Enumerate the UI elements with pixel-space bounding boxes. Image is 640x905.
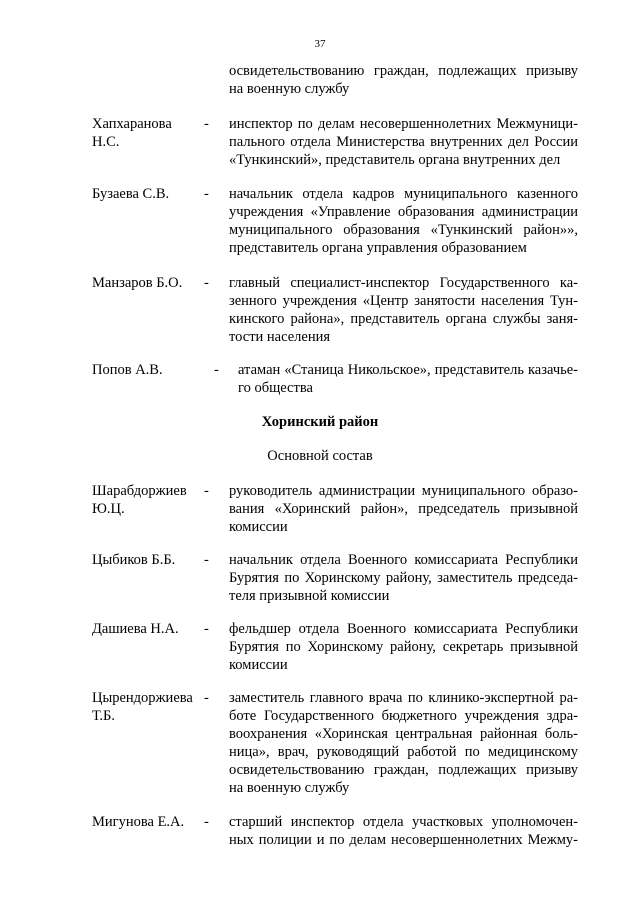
page-number: 37	[314, 38, 326, 50]
member-role: кинского района», представитель органа службы заня-	[229, 311, 578, 327]
dash-separator: -	[204, 483, 209, 499]
member-role: фельдшер отдела Военного комиссариата Республики	[229, 621, 578, 637]
member-role: зенного учреждения «Центр занятости населения Тун-	[229, 293, 578, 309]
member-name: Дашиева Н.А.	[92, 621, 179, 637]
member-name: Н.С.	[92, 134, 120, 150]
member-name: Манзаров Б.О.	[92, 275, 183, 291]
member-role: комиссии	[229, 657, 288, 673]
member-name: Т.Б.	[92, 708, 115, 724]
member-role: вания «Хоринский район», председатель призывной	[229, 501, 578, 517]
member-name: Шарабдоржиев	[92, 483, 187, 499]
member-role: Бурятия по Хоринскому району, секретарь призывной	[229, 639, 578, 655]
member-role: главный специалист-инспектор Государственного ка-	[229, 275, 578, 291]
intro-line: освидетельствованию граждан, подлежащих призыву	[229, 63, 578, 79]
dash-separator: -	[204, 814, 209, 830]
member-role: ных полиции и по делам несовершеннолетних Межму-	[229, 832, 578, 848]
member-role: атаман «Станица Никольское», представитель казачье-	[238, 362, 578, 378]
member-role: освидетельствованию граждан, подлежащих призыву	[229, 762, 578, 778]
member-role: учреждения «Управление образования администрации	[229, 204, 578, 220]
member-role: «Тункинский», представитель органа внутренних дел	[229, 152, 561, 168]
member-role: боте Государственного бюджетного учреждения здра-	[229, 708, 578, 724]
member-role: муниципального образования «Тункинский район»»,	[229, 222, 578, 238]
dash-separator: -	[204, 275, 209, 291]
member-role: руководитель администрации муниципального образо-	[229, 483, 578, 499]
member-role: на военную службу	[229, 780, 350, 796]
member-role: Бурятия по Хоринскому району, заместитель председа-	[229, 570, 578, 586]
member-name: Цырендоржиева	[92, 690, 193, 706]
member-role: воохранения «Хоринская центральная районная боль-	[229, 726, 578, 742]
intro-line: на военную службу	[229, 81, 350, 97]
subsection-title: Основной состав	[267, 448, 373, 464]
dash-separator: -	[204, 116, 209, 132]
member-role: теля призывной комиссии	[229, 588, 390, 604]
member-name: Мигунова Е.А.	[92, 814, 185, 830]
member-role: ница», врач, руководящий работой по медицинскому	[229, 744, 578, 760]
member-role: го общества	[238, 380, 313, 396]
member-role: заместитель главного врача по клинико-экспертной ра-	[229, 690, 578, 706]
member-role: тости населения	[229, 329, 331, 345]
dash-separator: -	[204, 690, 209, 706]
member-role: начальник отдела кадров муниципального казенного	[229, 186, 578, 202]
member-name: Цыбиков Б.Б.	[92, 552, 176, 568]
dash-separator: -	[214, 362, 219, 378]
member-role: старший инспектор отдела участковых уполномочен-	[229, 814, 578, 830]
member-name: Хапхаранова	[92, 116, 172, 132]
member-role: представитель органа управления образованием	[229, 240, 527, 256]
member-role: инспектор по делам несовершеннолетних Межмуници-	[229, 116, 578, 132]
dash-separator: -	[204, 621, 209, 637]
dash-separator: -	[204, 552, 209, 568]
member-role: пального отдела Министерства внутренних дел России	[229, 134, 578, 150]
member-name: Бузаева С.В.	[92, 186, 170, 202]
dash-separator: -	[204, 186, 209, 202]
member-name: Ю.Ц.	[92, 501, 125, 517]
section-title: Хоринский район	[261, 414, 379, 430]
member-name: Попов А.В.	[92, 362, 163, 378]
member-role: комиссии	[229, 519, 288, 535]
member-role: начальник отдела Военного комиссариата Республики	[229, 552, 578, 568]
